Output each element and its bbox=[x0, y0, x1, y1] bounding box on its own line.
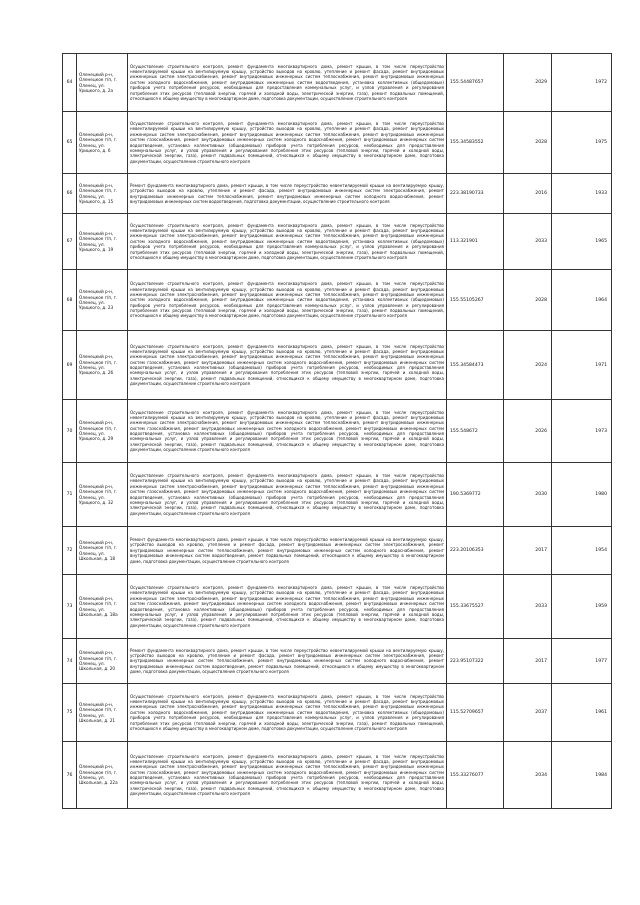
work-list-cell: Осуществление строительного контроля, ремонт фундамента многоквартирного дома, ремонт крыши, в том числе переустройство невентилируемой крыши на вентилируемую крышу, устройство выходов на кровлю, утепление и ремонт фасада, ремонт внутридомовых инженерных систем электроснабжения, ремонт внутридомовых инженерных систем теплоснабжения, ремонт внутридомовых инженерных систем газоснабжения, ремонт внутридомовых инженерных систем холодного водоснабжения, ремонт внутридомовых инженерных систем водоотведения, установка коллективных (общедомовых) приборов учета потребления ресурсов, необходимых для предоставления коммунальных услуг, и узлов управления и регулирования потребления этих ресурсов (тепловой энергии, горячей и холодной воды, электрической энергии, газа), ремонт подвальных помещений, относящихся к общему имуществу в многоквартирном доме, подготовка документации, осуществление строительного контроля bbox=[128, 112, 447, 174]
cost-cell: 155.34584473 bbox=[447, 331, 504, 400]
address-cell: Оленецкий р-н, Оленецкое г/п, г. Оленец, ул. Урицкого, д. 19 bbox=[77, 214, 128, 270]
address-cell: Оленецкий р-н, Оленецкое г/п, г. Оленец, ул. Школьная, д. 18 bbox=[77, 527, 128, 575]
table-row bbox=[63, 270, 612, 331]
address-cell: Оленецкий р-н, Оленецкое г/п, г. Оленец, ул. Урицкого, д. 2а bbox=[77, 54, 128, 112]
build-year-cell: 1965 bbox=[552, 214, 612, 270]
planned-year-cell: 2029 bbox=[504, 54, 552, 112]
table-row bbox=[63, 742, 612, 809]
cost-cell: 155.55105267 bbox=[447, 270, 504, 331]
build-year-cell: 1975 bbox=[552, 112, 612, 174]
table-row bbox=[63, 54, 612, 112]
table-row bbox=[63, 463, 612, 527]
work-list-cell: Осуществление строительного контроля, ремонт фундамента многоквартирного дома, ремонт крыши, в том числе переустройство невентилируемой крыши на вентилируемую крышу, устройство выходов на кровлю, утепление и ремонт фасада, ремонт внутридомовых инженерных систем электроснабжения, ремонт внутридомовых инженерных систем теплоснабжения, ремонт внутридомовых инженерных систем газоснабжения, ремонт внутридомовых инженерных систем холодного водоснабжения, ремонт внутридомовых инженерных систем водоотведения, установка коллективных (общедомовых) приборов учета потребления ресурсов, необходимых для предоставления коммунальных услуг, и узлов управления и регулирования потребления этих ресурсов (тепловой энергии, горячей и холодной воды, электрической энергии, газа), ремонт подвальных помещений, относящихся к общему имуществу в многоквартирном доме, подготовка документации, осуществление строительного контроля bbox=[128, 400, 447, 463]
work-list-cell: Осуществление строительного контроля, ремонт фундамента многоквартирного дома, ремонт крыши, в том числе переустройство невентилируемой крыши на вентилируемую крышу, устройство выходов на кровлю, утепление и ремонт фасада, ремонт внутридомовых инженерных систем электроснабжения, ремонт внутридомовых инженерных систем теплоснабжения, ремонт внутридомовых инженерных систем газоснабжения, ремонт внутридомовых инженерных систем холодного водоснабжения, ремонт внутридомовых инженерных систем водоотведения, установка коллективных (общедомовых) приборов учета потребления ресурсов, необходимых для предоставления коммунальных услуг, и узлов управления и регулирования потребления этих ресурсов (тепловой энергии, горячей и холодной воды, электрической энергии, газа), ремонт подвальных помещений, относящихся к общему имуществу в многоквартирном доме, подготовка документации, осуществление строительного контроля bbox=[128, 463, 447, 527]
address-cell: Оленецкий р-н, Оленецкое г/п, г. Оленец, ул. Урицкого, д. 23 bbox=[77, 270, 128, 331]
cost-cell: 155.34583552 bbox=[447, 112, 504, 174]
cost-cell: 115.52709657 bbox=[447, 684, 504, 742]
build-year-cell: 1972 bbox=[552, 54, 612, 112]
table-row bbox=[63, 400, 612, 463]
cost-cell: 190.5369772 bbox=[447, 463, 504, 527]
planned-year-cell: 2017 bbox=[504, 639, 552, 684]
address-cell: Оленецкий р-н, Оленецкое г/п, г. Оленец, ул. Урицкого, д. 15 bbox=[77, 174, 128, 214]
work-list-cell: Ремонт фундамента многоквартирного дома, ремонт крыши, в том числе переустройство невентилируемой крыши на вентилируемую крышу, устройство выходов на кровлю, утепление и ремонт фасада, ремонт внутридомовых инженерных систем электроснабжения, ремонт внутридомовых инженерных систем теплоснабжения, ремонт внутридомовых инженерных систем холодного водоснабжения, ремонт внутридомовых инженерных систем водоотведения, ремонт подвальных помещений, относящихся к общему имуществу в многоквартирном доме, подготовка документации, осуществление строительного контроля bbox=[128, 639, 447, 684]
work-list-cell: Осуществление строительного контроля, ремонт фундамента многоквартирного дома, ремонт крыши, в том числе переустройство невентилируемой крыши на вентилируемую крышу, устройство выходов на кровлю, утепление и ремонт фасада, ремонт внутридомовых инженерных систем электроснабжения, ремонт внутридомовых инженерных систем теплоснабжения, ремонт внутридомовых инженерных систем холодного водоснабжения, ремонт внутридомовых инженерных систем водоотведения, установка коллективных (общедомовых) приборов учета потребления ресурсов, необходимых для предоставления коммунальных услуг, и узлов управления и регулирования потребления этих ресурсов (тепловой энергии, горячей и холодной воды, электрической энергии, газа), ремонт подвальных помещений, относящихся к общему имуществу в многоквартирном доме, подготовка документации, осуществление строительного контроля bbox=[128, 214, 447, 270]
table-body bbox=[63, 54, 612, 809]
planned-year-cell: 2026 bbox=[504, 400, 552, 463]
planned-year-cell: 2028 bbox=[504, 112, 552, 174]
row-number: 71 bbox=[63, 463, 77, 527]
planned-year-cell: 2034 bbox=[504, 742, 552, 809]
planned-year-cell: 2024 bbox=[504, 331, 552, 400]
cost-cell: 155.33276077 bbox=[447, 742, 504, 809]
work-list-cell: Осуществление строительного контроля, ремонт фундамента многоквартирного дома, ремонт крыши, в том числе переустройство невентилируемой крыши на вентилируемую крышу, устройство выходов на кровлю, утепление и ремонт фасада, ремонт внутридомовых инженерных систем электроснабжения, ремонт внутридомовых инженерных систем теплоснабжения, ремонт внутридомовых инженерных систем холодного водоснабжения, ремонт внутридомовых инженерных систем водоотведения, установка коллективных (общедомовых) приборов учета потребления ресурсов, необходимых для предоставления коммунальных услуг, и узлов управления и регулирования потребления этих ресурсов (тепловой энергии, горячей и холодной воды, электрической энергии, газа), ремонт подвальных помещений, относящихся к общему имуществу в многоквартирном доме, подготовка документации, осуществление строительного контроля bbox=[128, 684, 447, 742]
row-number: 70 bbox=[63, 400, 77, 463]
table-row bbox=[63, 639, 612, 684]
address-cell: Оленецкий р-н, Оленецкое г/п, г. Оленец, ул. Школьная, д. 18а bbox=[77, 575, 128, 639]
table-row bbox=[63, 112, 612, 174]
address-cell: Оленецкий р-н, Оленецкое г/п, г. Оленец, ул. Урицкого, д. 29 bbox=[77, 400, 128, 463]
build-year-cell: 1980 bbox=[552, 463, 612, 527]
address-cell: Оленецкий р-н, Оленецкое г/п, г. Оленец, ул. Школьная, д. 21 bbox=[77, 684, 128, 742]
build-year-cell: 1977 bbox=[552, 639, 612, 684]
row-number: 72 bbox=[63, 527, 77, 575]
row-number: 73 bbox=[63, 575, 77, 639]
work-list-cell: Ремонт фундамента многоквартирного дома, ремонт крыши, в том числе переустройство невентилируемой крыши на вентилируемую крышу, устройство выходов на кровлю, утепление и ремонт фасада, ремонт внутридомовых инженерных систем электроснабжения, ремонт внутридомовых инженерных систем теплоснабжения, ремонт внутридомовых инженерных систем холодного водоснабжения, ремонт внутридомовых инженерных систем водоотведения, подготовка документации, осуществление строительного контроля bbox=[128, 174, 447, 214]
planned-year-cell: 2028 bbox=[504, 270, 552, 331]
row-number: 65 bbox=[63, 112, 77, 174]
work-list-cell: Осуществление строительного контроля, ремонт фундамента многоквартирного дома, ремонт крыши, в том числе переустройство невентилируемой крыши на вентилируемую крышу, устройство выходов на кровлю, утепление и ремонт фасада, ремонт внутридомовых инженерных систем электроснабжения, ремонт внутридомовых инженерных систем теплоснабжения, ремонт внутридомовых инженерных систем газоснабжения, ремонт внутридомовых инженерных систем холодного водоснабжения, ремонт внутридомовых инженерных систем водоотведения, установка коллективных (общедомовых) приборов учета потребления ресурсов, необходимых для предоставления коммунальных услуг, и узлов управления и регулирования потребления этих ресурсов (тепловой энергии, горячей и холодной воды, электрической энергии, газа), ремонт подвальных помещений, относящихся к общему имуществу в многоквартирном доме, подготовка документации, осуществление строительного контроля bbox=[128, 331, 447, 400]
row-number: 76 bbox=[63, 742, 77, 809]
address-cell: Оленецкий р-н, Оленецкое г/п, г. Оленец, ул. Урицкого, д. 32 bbox=[77, 463, 128, 527]
table-row bbox=[63, 174, 612, 214]
address-cell: Оленецкий р-н, Оленецкое г/п, г. Оленец, ул. Школьная, д. 20 bbox=[77, 639, 128, 684]
build-year-cell: 1954 bbox=[552, 527, 612, 575]
build-year-cell: 1971 bbox=[552, 331, 612, 400]
table-row bbox=[63, 575, 612, 639]
planned-year-cell: 2033 bbox=[504, 575, 552, 639]
cost-cell: 155.33675527 bbox=[447, 575, 504, 639]
cost-cell: 223.38190733 bbox=[447, 174, 504, 214]
row-number: 75 bbox=[63, 684, 77, 742]
planned-year-cell: 2037 bbox=[504, 684, 552, 742]
work-list-cell: Осуществление строительного контроля, ремонт фундамента многоквартирного дома, ремонт крыши, в том числе переустройство невентилируемой крыши на вентилируемую крышу, устройство выходов на кровлю, утепление и ремонт фасада, ремонт внутридомовых инженерных систем электроснабжения, ремонт внутридомовых инженерных систем теплоснабжения, ремонт внутридомовых инженерных систем газоснабжения, ремонт внутридомовых инженерных систем холодного водоснабжения, ремонт внутридомовых инженерных систем водоотведения, установка коллективных (общедомовых) приборов учета потребления ресурсов, необходимых для предоставления коммунальных услуг, и узлов управления и регулирования потребления этих ресурсов (тепловой энергии, горячей и холодной воды, электрической энергии, газа), ремонт подвальных помещений, относящихся к общему имуществу в многоквартирном доме, подготовка документации, осуществление строительного контроля bbox=[128, 575, 447, 639]
build-year-cell: 1984 bbox=[552, 742, 612, 809]
planned-year-cell: 2017 bbox=[504, 527, 552, 575]
build-year-cell: 1933 bbox=[552, 174, 612, 214]
planned-year-cell: 2016 bbox=[504, 174, 552, 214]
cost-cell: 155.548672 bbox=[447, 400, 504, 463]
row-number: 64 bbox=[63, 54, 77, 112]
table-row bbox=[63, 214, 612, 270]
planned-year-cell: 2030 bbox=[504, 463, 552, 527]
row-number: 66 bbox=[63, 174, 77, 214]
table-row bbox=[63, 684, 612, 742]
planned-year-cell: 2033 bbox=[504, 214, 552, 270]
build-year-cell: 1961 bbox=[552, 684, 612, 742]
address-cell: Оленецкий р-н, Оленецкое г/п, г. Оленец, ул. Школьная, д. 22а bbox=[77, 742, 128, 809]
row-number: 74 bbox=[63, 639, 77, 684]
work-list-cell: Осуществление строительного контроля, ремонт фундамента многоквартирного дома, ремонт крыши, в том числе переустройство невентилируемой крыши на вентилируемую крышу, устройство выходов на кровлю, утепление и ремонт фасада, ремонт внутридомовых инженерных систем электроснабжения, ремонт внутридомовых инженерных систем теплоснабжения, ремонт внутридомовых инженерных систем газоснабжения, ремонт внутридомовых инженерных систем холодного водоснабжения, ремонт внутридомовых инженерных систем водоотведения, установка коллективных (общедомовых) приборов учета потребления ресурсов, необходимых для предоставления коммунальных услуг, и узлов управления и регулирования потребления этих ресурсов (тепловой энергии, горячей и холодной воды, электрической энергии, газа), ремонт подвальных помещений, относящихся к общему имуществу в многоквартирном доме, подготовка документации, осуществление строительного контроля bbox=[128, 742, 447, 809]
table-row bbox=[63, 527, 612, 575]
work-list-cell: Осуществление строительного контроля, ремонт фундамента многоквартирного дома, ремонт крыши, в том числе переустройство невентилируемой крыши на вентилируемую крышу, устройство выходов на кровлю, утепление и ремонт фасада, ремонт внутридомовых инженерных систем электроснабжения, ремонт внутридомовых инженерных систем теплоснабжения, ремонт внутридомовых инженерных систем холодного водоснабжения, ремонт внутридомовых инженерных систем водоотведения, установка коллективных (общедомовых) приборов учета потребления ресурсов, необходимых для предоставления коммунальных услуг, и узлов управления и регулирования потребления этих ресурсов (тепловой энергии, горячей и холодной воды, электрической энергии, газа), ремонт подвальных помещений, относящихся к общему имуществу в многоквартирном доме, подготовка документации, осуществление строительного контроля bbox=[128, 270, 447, 331]
row-number: 67 bbox=[63, 214, 77, 270]
build-year-cell: 1959 bbox=[552, 575, 612, 639]
build-year-cell: 1964 bbox=[552, 270, 612, 331]
row-number: 68 bbox=[63, 270, 77, 331]
work-list-cell: Осуществление строительного контроля, ремонт фундамента многоквартирного дома, ремонт крыши, в том числе переустройство невентилируемой крыши на вентилируемую крышу, устройство выходов на кровлю, утепление и ремонт фасада, ремонт внутридомовых инженерных систем электроснабжения, ремонт внутридомовых инженерных систем теплоснабжения, ремонт внутридомовых инженерных систем холодного водоснабжения, ремонт внутридомовых инженерных систем водоотведения, установка коллективных (общедомовых) приборов учета потребления ресурсов, необходимых для предоставления коммунальных услуг, и узлов управления и регулирования потребления этих ресурсов (тепловой энергии, горячей и холодной воды, электрической энергии, газа), ремонт подвальных помещений, относящихся к общему имуществу в многоквартирном доме, подготовка документации, осуществление строительного контроля bbox=[128, 54, 447, 112]
row-number: 69 bbox=[63, 331, 77, 400]
cost-cell: 223.95107322 bbox=[447, 639, 504, 684]
address-cell: Оленецкий р-н, Оленецкое г/п, г. Оленец, ул. Урицкого, д. 26 bbox=[77, 331, 128, 400]
table-row bbox=[63, 331, 612, 400]
program-table bbox=[62, 53, 612, 809]
address-cell: Оленецкий р-н, Оленецкое г/п, г. Оленец, ул. Урицкого, д. 6 bbox=[77, 112, 128, 174]
build-year-cell: 1973 bbox=[552, 400, 612, 463]
cost-cell: 113.321901 bbox=[447, 214, 504, 270]
cost-cell: 155.54487657 bbox=[447, 54, 504, 112]
cost-cell: 223.20106353 bbox=[447, 527, 504, 575]
work-list-cell: Ремонт фундамента многоквартирного дома, ремонт крыши, в том числе переустройство невентилируемой крыши на вентилируемую крышу, устройство выходов на кровлю, утепление и ремонт фасада, ремонт внутридомовых инженерных систем электроснабжения, ремонт внутридомовых инженерных систем теплоснабжения, ремонт внутридомовых инженерных систем холодного водоснабжения, ремонт внутридомовых инженерных систем водоотведения, ремонт подвальных помещений, относящихся к общему имуществу в многоквартирном доме, подготовка документации, осуществление строительного контроля bbox=[128, 527, 447, 575]
